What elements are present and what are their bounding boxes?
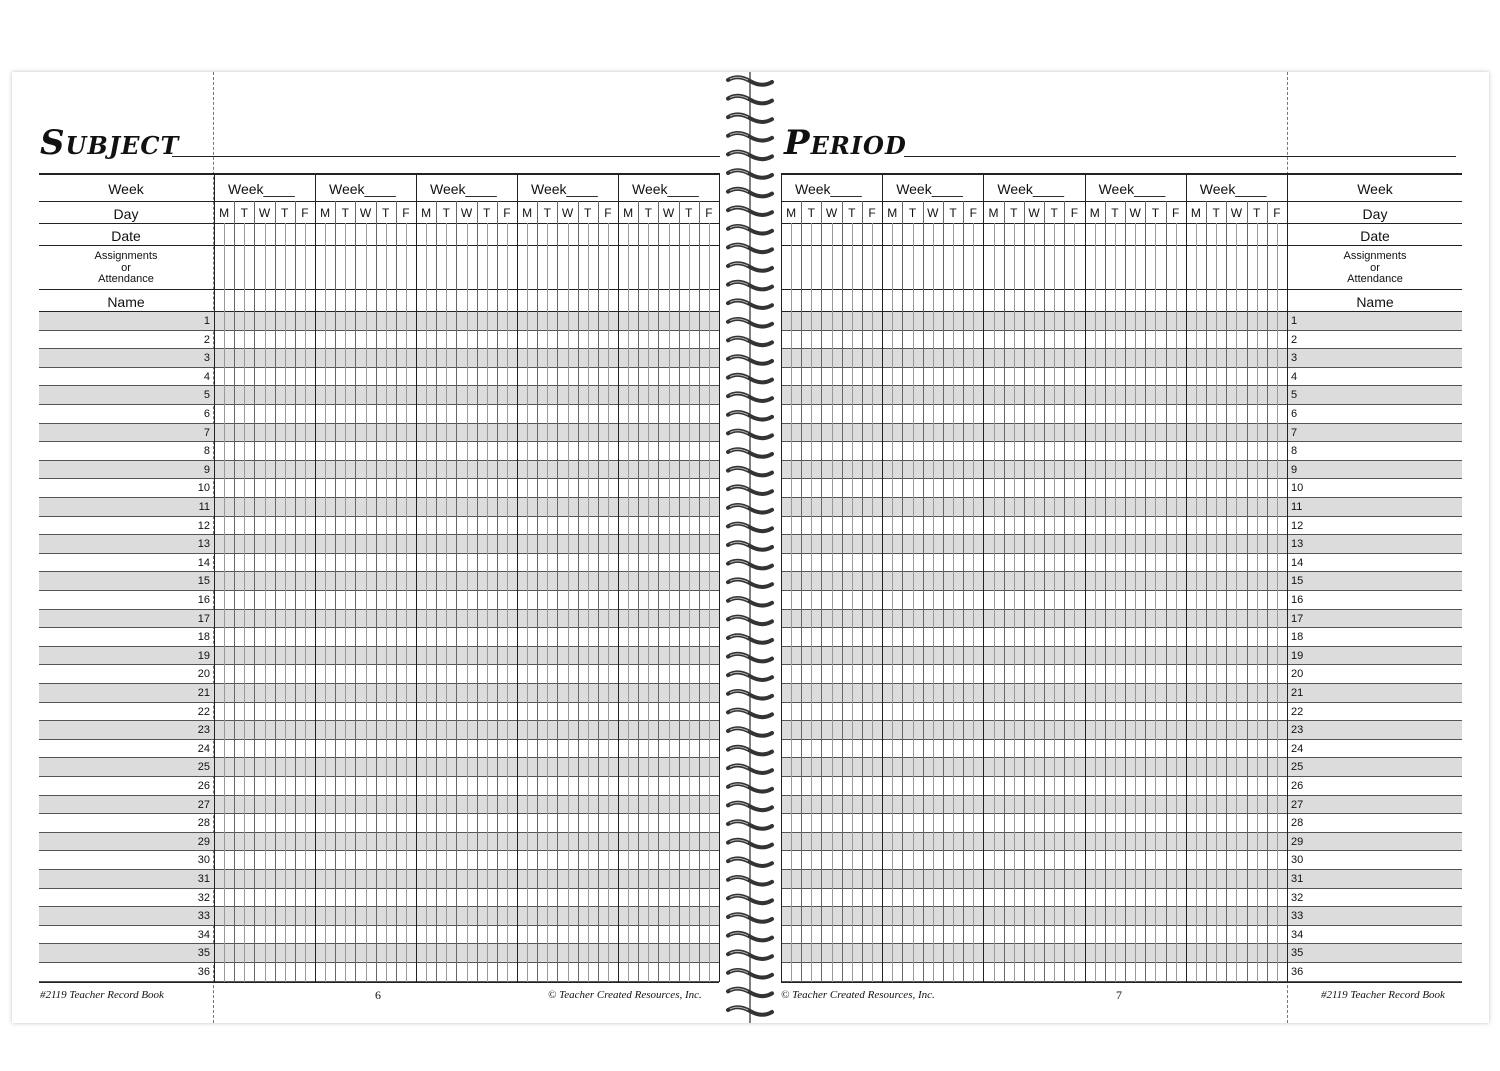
row-number: 22 — [197, 705, 210, 718]
sub-divider — [994, 223, 995, 982]
sub-divider — [1257, 223, 1258, 982]
week-header[interactable]: Week____ — [430, 181, 497, 197]
day-divider — [355, 201, 356, 982]
row-number: 33 — [1291, 910, 1304, 923]
sub-divider — [386, 223, 387, 982]
sub-divider — [892, 223, 893, 982]
period-title: Period — [784, 123, 907, 163]
sub-divider — [628, 223, 629, 982]
assign-line-2: or — [121, 261, 131, 274]
row-number: 7 — [203, 426, 210, 439]
week-header[interactable]: Week____ — [997, 181, 1065, 197]
row-number: 35 — [197, 947, 210, 960]
row-number: 28 — [1291, 817, 1304, 830]
sub-divider — [669, 223, 670, 982]
week-header[interactable]: Week____ — [896, 181, 963, 197]
week-divider — [517, 173, 518, 982]
sub-divider — [1014, 223, 1015, 982]
row-number: 17 — [1291, 612, 1304, 625]
day-letter: T — [908, 206, 917, 220]
day-letter: T — [1050, 206, 1058, 220]
sub-divider — [648, 223, 649, 982]
day-letter: M — [1089, 206, 1100, 220]
row-number: 6 — [1291, 408, 1298, 420]
row-number: 24 — [1291, 742, 1304, 755]
week-divider — [882, 173, 883, 982]
row-number: 14 — [1291, 556, 1304, 569]
sub-divider — [1216, 223, 1217, 982]
sub-divider — [933, 223, 934, 982]
day-divider — [963, 201, 964, 982]
row-number: 35 — [1291, 947, 1304, 960]
row-number: 13 — [1291, 538, 1304, 551]
row-number: 34 — [197, 928, 210, 941]
day-divider — [638, 201, 639, 982]
left-assignments-label — [40, 251, 212, 286]
day-divider — [234, 201, 235, 982]
day-divider — [821, 201, 822, 982]
day-divider — [537, 201, 538, 982]
row-number: 33 — [197, 910, 210, 923]
assign-line-3: Attendance — [1347, 273, 1403, 286]
right-week-label: Week — [1357, 181, 1393, 197]
sub-divider — [224, 223, 225, 982]
row-number: 30 — [197, 854, 210, 867]
row-number: 23 — [197, 724, 210, 737]
sub-divider — [1196, 223, 1197, 982]
row-number: 14 — [197, 556, 210, 569]
day-divider — [1226, 201, 1227, 982]
row-number: 12 — [1291, 519, 1304, 532]
day-letter: T — [685, 206, 693, 220]
day-divider — [1044, 201, 1045, 982]
left-footer-copyright: © Teacher Created Resources, Inc. — [548, 989, 702, 1001]
assign-line-2: or — [1370, 261, 1380, 274]
week-header[interactable]: Week____ — [795, 181, 862, 197]
row-number: 4 — [1291, 370, 1298, 383]
row-number: 22 — [1291, 705, 1304, 718]
day-divider — [1064, 201, 1065, 982]
day-letter: M — [320, 206, 331, 220]
day-letter: F — [604, 206, 612, 220]
day-letter: M — [988, 206, 999, 220]
row-number: 27 — [1291, 798, 1304, 811]
day-letter: M — [887, 206, 898, 220]
left-name-label: Name — [107, 294, 145, 310]
row-number: 34 — [1291, 928, 1304, 941]
row-number: 3 — [1291, 352, 1298, 365]
header-rule — [39, 245, 719, 246]
day-divider — [1267, 201, 1268, 982]
day-letter: M — [219, 206, 230, 220]
day-divider — [801, 201, 802, 982]
row-number: 4 — [203, 370, 210, 383]
row-number: 25 — [1291, 761, 1304, 774]
day-divider — [1024, 201, 1025, 982]
sub-divider — [709, 223, 710, 982]
row-number: 15 — [197, 575, 210, 588]
sub-divider — [973, 223, 974, 982]
day-letter: F — [705, 206, 713, 220]
week-divider — [416, 173, 417, 982]
row-number: 2 — [1291, 333, 1298, 346]
sub-divider — [1135, 223, 1136, 982]
day-divider — [477, 201, 478, 982]
day-letter: W — [460, 206, 473, 220]
sub-divider — [426, 223, 427, 982]
week-divider — [1085, 173, 1086, 982]
sub-divider — [953, 223, 954, 982]
week-header[interactable]: Week____ — [329, 181, 396, 197]
day-letter: T — [281, 206, 289, 220]
row-number: 19 — [1291, 649, 1304, 662]
sub-divider — [1277, 223, 1278, 982]
day-divider — [923, 201, 924, 982]
day-letter: W — [561, 206, 574, 220]
sub-divider — [1236, 223, 1237, 982]
row-number: 6 — [203, 408, 210, 420]
week-divider — [315, 173, 316, 982]
day-letter: T — [341, 206, 349, 220]
day-divider — [598, 201, 599, 982]
row-number: 36 — [1291, 966, 1304, 978]
day-divider — [456, 201, 457, 982]
header-rule — [39, 201, 719, 202]
row-number: 23 — [1291, 724, 1304, 737]
row-number: 9 — [1291, 463, 1298, 476]
day-letter: W — [927, 206, 939, 220]
sub-divider — [547, 223, 548, 982]
row-number: 13 — [197, 538, 210, 551]
sub-divider — [507, 223, 508, 982]
row-number: 31 — [197, 873, 210, 885]
day-letter: T — [644, 206, 652, 220]
day-letter: T — [949, 206, 957, 220]
row-number: 30 — [1291, 854, 1304, 867]
bottom-rule — [781, 982, 1462, 983]
row-number: 32 — [1291, 891, 1304, 904]
day-divider — [396, 201, 397, 982]
subject-title: Subject — [40, 123, 180, 163]
spiral-binding-icon — [718, 72, 782, 1023]
day-letter: F — [969, 206, 977, 220]
day-divider — [699, 201, 700, 982]
row-number: 3 — [203, 352, 210, 365]
row-number: 20 — [1291, 668, 1304, 681]
day-letter: W — [1230, 206, 1243, 220]
sub-divider — [244, 223, 245, 982]
row-number: 2 — [203, 333, 210, 346]
row-number: 1 — [1291, 315, 1298, 327]
sub-divider — [527, 223, 528, 982]
right-name-label: Name — [1356, 294, 1394, 310]
right-date-label: Date — [1360, 228, 1390, 244]
day-letter: F — [503, 206, 511, 220]
day-letter: M — [1190, 206, 1201, 220]
day-divider — [862, 201, 863, 982]
row-number: 11 — [198, 501, 210, 513]
row-number: 28 — [197, 817, 210, 830]
day-letter: W — [825, 206, 838, 220]
row-number: 1 — [203, 315, 210, 327]
sub-divider — [1155, 223, 1156, 982]
day-divider — [1206, 201, 1207, 982]
day-letter: F — [1171, 206, 1180, 220]
row-number: 17 — [197, 612, 210, 625]
week-header[interactable]: Week____ — [1098, 181, 1166, 197]
day-letter: F — [1070, 206, 1079, 220]
left-week-label: Week — [108, 181, 144, 197]
week-header[interactable]: Week____ — [531, 181, 598, 197]
day-letter: W — [1129, 206, 1141, 220]
sub-divider — [1054, 223, 1055, 982]
day-divider — [376, 201, 377, 982]
assign-line-3: Attendance — [98, 273, 154, 286]
assign-line-1: Assignments — [1343, 250, 1407, 262]
day-divider — [436, 201, 437, 982]
day-letter: T — [848, 206, 856, 220]
row-number: 32 — [197, 891, 210, 904]
row-number: 12 — [197, 519, 210, 532]
day-divider — [1125, 201, 1126, 982]
day-letter: F — [402, 206, 410, 220]
sub-divider — [608, 223, 609, 982]
row-number: 9 — [203, 463, 210, 476]
day-divider — [275, 201, 276, 982]
header-rule — [39, 289, 719, 290]
row-number: 18 — [1291, 631, 1304, 644]
row-number: 15 — [1291, 575, 1304, 588]
week-divider — [983, 173, 984, 982]
day-letter: T — [442, 206, 450, 220]
row-number: 8 — [203, 445, 210, 458]
day-divider — [578, 201, 579, 982]
day-divider — [497, 201, 498, 982]
day-letter: F — [868, 206, 876, 220]
row-number: 8 — [1291, 445, 1298, 458]
day-letter: W — [359, 206, 372, 220]
day-letter: T — [1212, 206, 1220, 220]
row-number: 27 — [197, 798, 210, 811]
row-number: 16 — [197, 594, 210, 606]
assign-line-1: Assignments — [94, 250, 158, 262]
row-number: 25 — [197, 761, 210, 774]
row-number: 7 — [1291, 426, 1298, 439]
sub-divider — [1074, 223, 1075, 982]
row-number: 29 — [1291, 835, 1304, 848]
day-letter: F — [1273, 206, 1281, 220]
week-divider — [1186, 173, 1187, 982]
sub-divider — [406, 223, 407, 982]
day-divider — [658, 201, 659, 982]
sub-divider — [872, 223, 873, 982]
day-divider — [1145, 201, 1146, 982]
week-header[interactable]: Week____ — [228, 181, 295, 197]
day-letter: T — [807, 206, 816, 220]
right-assignments-label — [1289, 251, 1461, 286]
sub-divider — [1034, 223, 1035, 982]
row-number: 5 — [1291, 389, 1298, 402]
row-number: 18 — [197, 631, 210, 644]
day-divider — [335, 201, 336, 982]
sub-divider — [366, 223, 367, 982]
sub-divider — [689, 223, 690, 982]
day-letter: M — [522, 206, 533, 220]
day-letter: T — [1151, 206, 1160, 220]
day-divider — [295, 201, 296, 982]
day-letter: T — [543, 206, 551, 220]
header-rule — [39, 223, 719, 224]
right-page-number: 7 — [1116, 988, 1122, 1002]
day-divider — [1004, 201, 1005, 982]
sub-divider — [467, 223, 468, 982]
row-number: 29 — [197, 835, 210, 848]
subject-line[interactable] — [172, 156, 720, 157]
day-divider — [1247, 201, 1248, 982]
week-divider — [214, 173, 215, 982]
row-number: 36 — [197, 966, 210, 978]
day-letter: W — [258, 206, 271, 220]
sub-divider — [325, 223, 326, 982]
row-number: 24 — [197, 742, 210, 755]
sub-divider — [345, 223, 346, 982]
left-footer-book-title: #2119 Teacher Record Book — [40, 989, 164, 1001]
day-letter: W — [1028, 206, 1040, 220]
left-day-label: Day — [113, 206, 139, 222]
day-letter: M — [421, 206, 432, 220]
day-divider — [943, 201, 944, 982]
sub-divider — [265, 223, 266, 982]
sub-divider — [1115, 223, 1116, 982]
day-letter: T — [1252, 206, 1261, 220]
week-header[interactable]: Week____ — [632, 181, 699, 197]
day-letter: T — [1111, 206, 1119, 220]
week-header[interactable]: Week____ — [1199, 181, 1267, 197]
bottom-rule — [39, 982, 719, 983]
day-divider — [679, 201, 680, 982]
row-number: 21 — [1291, 687, 1304, 699]
left-page-number: 6 — [375, 988, 381, 1002]
header-rule — [39, 173, 719, 175]
day-letter: T — [382, 206, 390, 220]
sub-divider — [811, 223, 812, 982]
row-number: 31 — [1291, 873, 1304, 885]
row-number: 5 — [203, 389, 210, 402]
row-number: 21 — [197, 687, 210, 699]
right-footer-book-title: #2119 Teacher Record Book — [1321, 989, 1445, 1001]
day-letter: M — [623, 206, 634, 220]
day-letter: F — [301, 206, 309, 220]
sub-divider — [832, 223, 833, 982]
day-divider — [902, 201, 903, 982]
day-letter: W — [662, 206, 675, 220]
row-number: 10 — [197, 482, 210, 495]
left-date-label: Date — [111, 228, 141, 244]
sub-divider — [305, 223, 306, 982]
row-number: 26 — [197, 780, 210, 792]
sub-divider — [446, 223, 447, 982]
right-footer-copyright: © Teacher Created Resources, Inc. — [781, 989, 935, 1001]
sub-divider — [791, 223, 792, 982]
sub-divider — [588, 223, 589, 982]
day-letter: T — [584, 206, 592, 220]
day-divider — [557, 201, 558, 982]
day-divider — [842, 201, 843, 982]
right-day-label: Day — [1362, 206, 1388, 222]
sub-divider — [852, 223, 853, 982]
day-divider — [1166, 201, 1167, 982]
day-letter: T — [240, 206, 248, 220]
sub-divider — [487, 223, 488, 982]
day-letter: T — [483, 206, 491, 220]
sub-divider — [913, 223, 914, 982]
sub-divider — [568, 223, 569, 982]
row-number: 19 — [197, 649, 210, 662]
day-divider — [254, 201, 255, 982]
row-number: 11 — [1291, 501, 1303, 513]
row-number: 20 — [197, 668, 210, 681]
day-divider — [1105, 201, 1106, 982]
day-letter: T — [1010, 206, 1018, 220]
week-divider — [618, 173, 619, 982]
period-line[interactable] — [904, 156, 1456, 157]
sub-divider — [1176, 223, 1177, 982]
day-letter: M — [786, 206, 797, 220]
sub-divider — [1095, 223, 1096, 982]
row-number: 10 — [1291, 482, 1304, 495]
row-number: 16 — [1291, 594, 1304, 606]
sub-divider — [285, 223, 286, 982]
row-number: 26 — [1291, 780, 1304, 792]
